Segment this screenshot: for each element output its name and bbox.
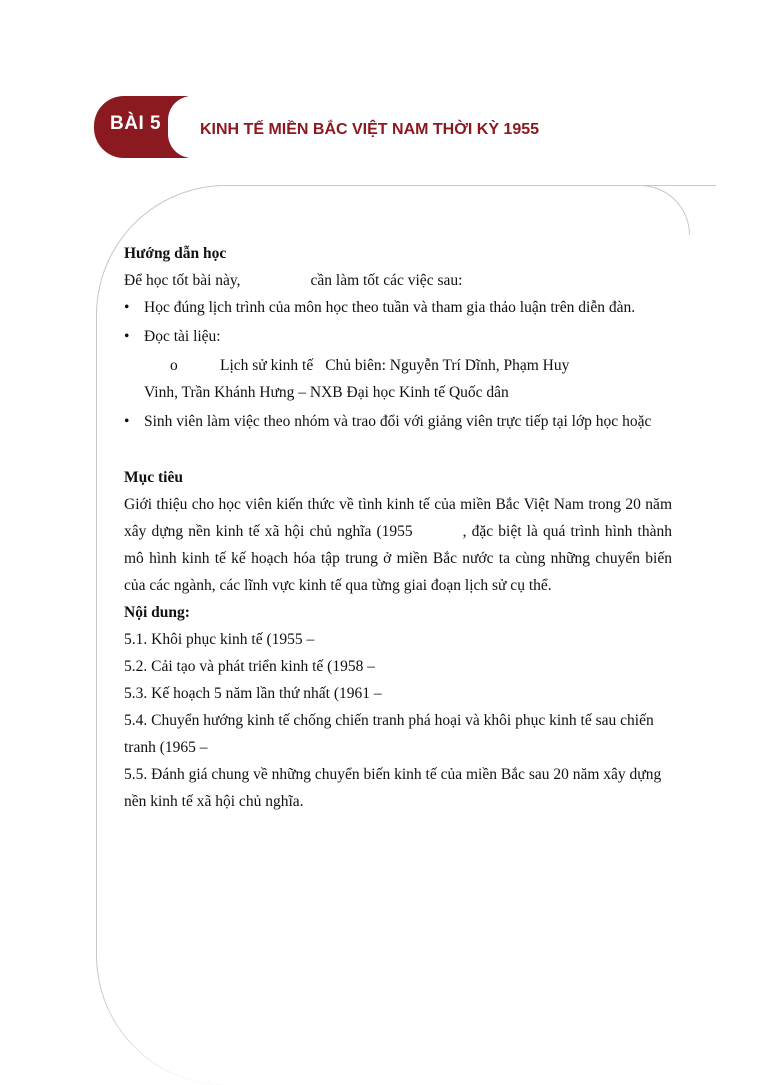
objective-text-a: Giới thiệu cho học viên kiến thức về tình kinh tế của miền Bắc Việt Nam trong 20 năm xây dựng nền kinh tế xã hội chủ nghĩa (1955 (124, 496, 672, 540)
list-item (124, 352, 672, 406)
lesson-content (124, 240, 672, 815)
guide-intro-b: cần làm tốt các việc sau: (310, 272, 463, 289)
content-item-2: 5.2. Cải tạo và phát triển kinh tế (1958 – (124, 658, 375, 675)
guide-bullet-3: Sinh viên làm việc theo nhóm và trao đổi với giảng viên trực tiếp tại lớp học hoặc (144, 413, 652, 430)
bullet-icon: • (124, 328, 130, 345)
reading-title: Lịch sử kinh tế (220, 357, 314, 374)
content-item-1: 5.1. Khôi phục kinh tế (1955 – (124, 631, 315, 648)
objective-heading: Mục tiêu (124, 469, 183, 486)
objective-text-b: , đặc biệt là quá trình hình thành mô hình kinh tế kế hoạch hóa tập trung ở miền Bắc nước ta cùng những chuyển biến của các ngành, các lĩnh vực kinh tế qua từng giai đoạn lịch sử cụ thể. (124, 523, 672, 594)
objective-text (124, 491, 672, 599)
content-item-5: 5.5. Đánh giá chung về những chuyển biến kinh tế của miền Bắc sau 20 năm xây dựng nền kinh tế xã hội chủ nghĩa. (124, 766, 662, 810)
guide-heading: Hướng dẫn học (124, 245, 227, 262)
bullet-icon: • (124, 413, 130, 430)
circle-bullet-icon: o (170, 357, 178, 374)
reading-editors: Chủ biên: Nguyễn Trí Dĩnh, Phạm Huy (325, 357, 570, 374)
guide-list (124, 294, 672, 435)
content-item-4: 5.4. Chuyển hướng kinh tế chống chiến tranh phá hoại và khôi phục kinh tế sau chiến tranh (1965 – (124, 712, 654, 756)
list-item (124, 408, 672, 435)
list-item (124, 294, 672, 321)
guide-bullet-1: Học đúng lịch trình của môn học theo tuần và tham gia thảo luận trên diễn đàn. (144, 299, 636, 316)
guide-intro-a: Để học tốt bài này, (124, 272, 241, 289)
lesson-title: KINH TẾ MIỀN BẮC VIỆT NAM THỜI KỲ 1955 (200, 121, 540, 138)
reading-publisher: Vinh, Trần Khánh Hưng – NXB Đại học Kinh tế Quốc dân (144, 384, 509, 401)
lesson-number: BÀI 5 (110, 113, 162, 134)
guide-bullet-2: Đọc tài liệu: (144, 328, 221, 345)
guide-intro (124, 267, 672, 294)
content-item-3: 5.3. Kế hoạch 5 năm lần thứ nhất (1961 – (124, 685, 382, 702)
bullet-icon: • (124, 299, 130, 316)
content-heading: Nội dung: (124, 604, 190, 621)
list-item (124, 323, 672, 350)
